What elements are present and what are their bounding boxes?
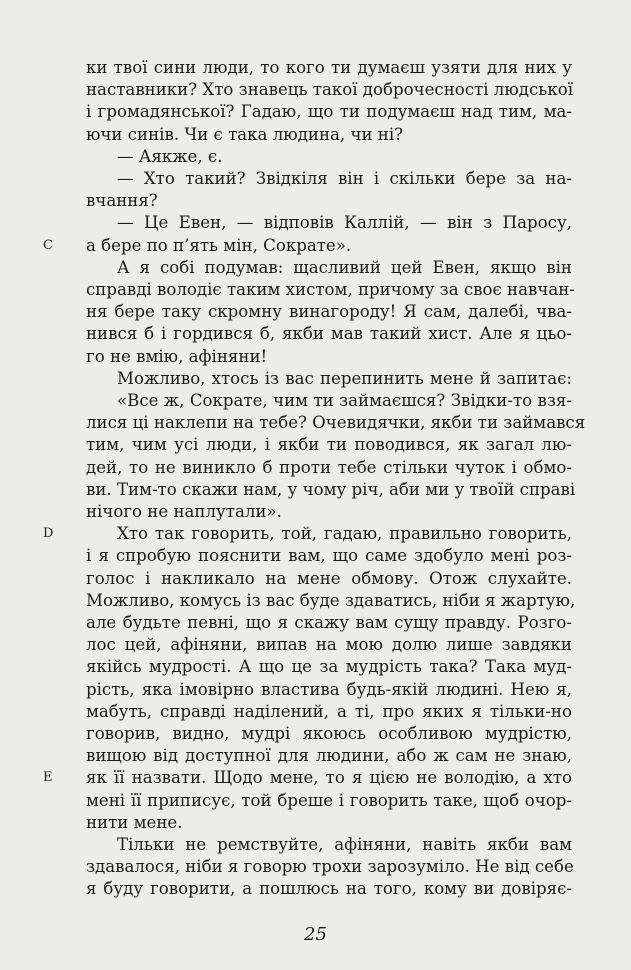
text-line: — Це Евен, — відповів Каллій, — він з Паросу, — [117, 213, 572, 233]
text-line: дей, то не виникло б проти тебе стільки чуток і обмо- — [86, 457, 572, 477]
text-line: нити мене. — [86, 812, 183, 832]
margin-marker-e: E — [43, 770, 53, 786]
text-line: Можливо, хтось із вас перепинить мене й запитає: — [117, 368, 572, 388]
text-line: а бере по п’ять мін, Сократе». — [86, 235, 352, 255]
text-line: ки твої сини люди, то кого ти думаєш узяти для них у — [86, 58, 572, 77]
text-line: справді володіє таким хистом, причому за своє навчан- — [86, 280, 575, 299]
text-line: мені її приписує, той бреше і говорить таке, щоб очор- — [86, 790, 572, 810]
text-line: Тільки не ремствуйте, афіняни, навіть якби вам — [117, 835, 572, 854]
text-line: наставники? Хто знавець такої доброчесності людської — [86, 80, 574, 100]
text-line: нічого не наплутали». — [86, 502, 282, 521]
text-line: мабуть, справді наділений, а ті, про яких я тільки-но — [86, 701, 572, 721]
text-line: тим, чим усі люди, і якби ти поводився, як загал лю- — [86, 435, 572, 455]
text-line: ючи синів. Чи є така людина, чи ні? — [86, 124, 404, 144]
text-line: лися ці наклепи на тебе? Очевидячки, якби ти займався — [86, 413, 586, 433]
text-line: «Все ж, Сократе, чим ти займаєшся? Звідки-то взя- — [117, 391, 572, 410]
text-line: як її назвати. Щодо мене, то я цією не володію, а хто — [86, 768, 572, 788]
margin-marker-d: D — [43, 526, 54, 542]
text-line: го не вмію, афіняни! — [86, 346, 268, 366]
text-line: рість, яка імовірно властива будь-якій людині. Нею я, — [86, 679, 572, 699]
margin-marker-c: C — [43, 237, 53, 253]
text-line: здавалося, ніби я говорю трохи зарозуміло. Не від себе — [86, 857, 574, 877]
text-line: ви. Тим-то скажи нам, у чому річ, аби ми у твоїй справі — [86, 479, 576, 499]
page-number: 25 — [304, 924, 327, 945]
text-line: ня бере таку скромну винагороду! Я сам, далебі, чва- — [86, 302, 572, 322]
text-line: але будьте певні, що я скажу вам сущу правду. Розго- — [86, 613, 572, 632]
text-line: я буду говорити, а пошлюсь на того, кому ви довіряє- — [86, 879, 572, 899]
text-line: говорив, видно, мудрі якоюсь особливою мудрістю, — [86, 724, 572, 743]
text-line: вчання? — [86, 191, 158, 211]
text-line: Хто так говорить, той, гадаю, правильно говорить, — [117, 524, 572, 544]
text-line: вищою від доступної для людини, або ж сам не знаю, — [86, 746, 572, 766]
text-line: і громадянської? Гадаю, що ти подумаєш над тим, ма- — [86, 102, 572, 122]
text-line: — Аякже, є. — [117, 146, 223, 166]
text-line: Можливо, комусь із вас буде здаватись, ніби я жартую, — [86, 590, 576, 610]
text-line: — Хто такий? Звідкіля він і скільки бере за на- — [117, 169, 572, 188]
text-line: лос цей, афіняни, випав на мою долю лише завдяки — [86, 635, 572, 655]
text-line: голос і накликало на мене обмову. Отож слухайте. — [86, 568, 572, 588]
text-line: нився б і гордився б, якби мав такий хист. Але я цьо- — [86, 324, 572, 344]
text-line: А я собі подумав: щасливий цей Евен, якщо він — [117, 257, 572, 277]
text-line: якійсь мудрості. А що це за мудрість така? Така муд- — [86, 657, 572, 677]
text-line: і я спробую пояснити вам, що саме здобуло мені роз- — [86, 546, 572, 566]
